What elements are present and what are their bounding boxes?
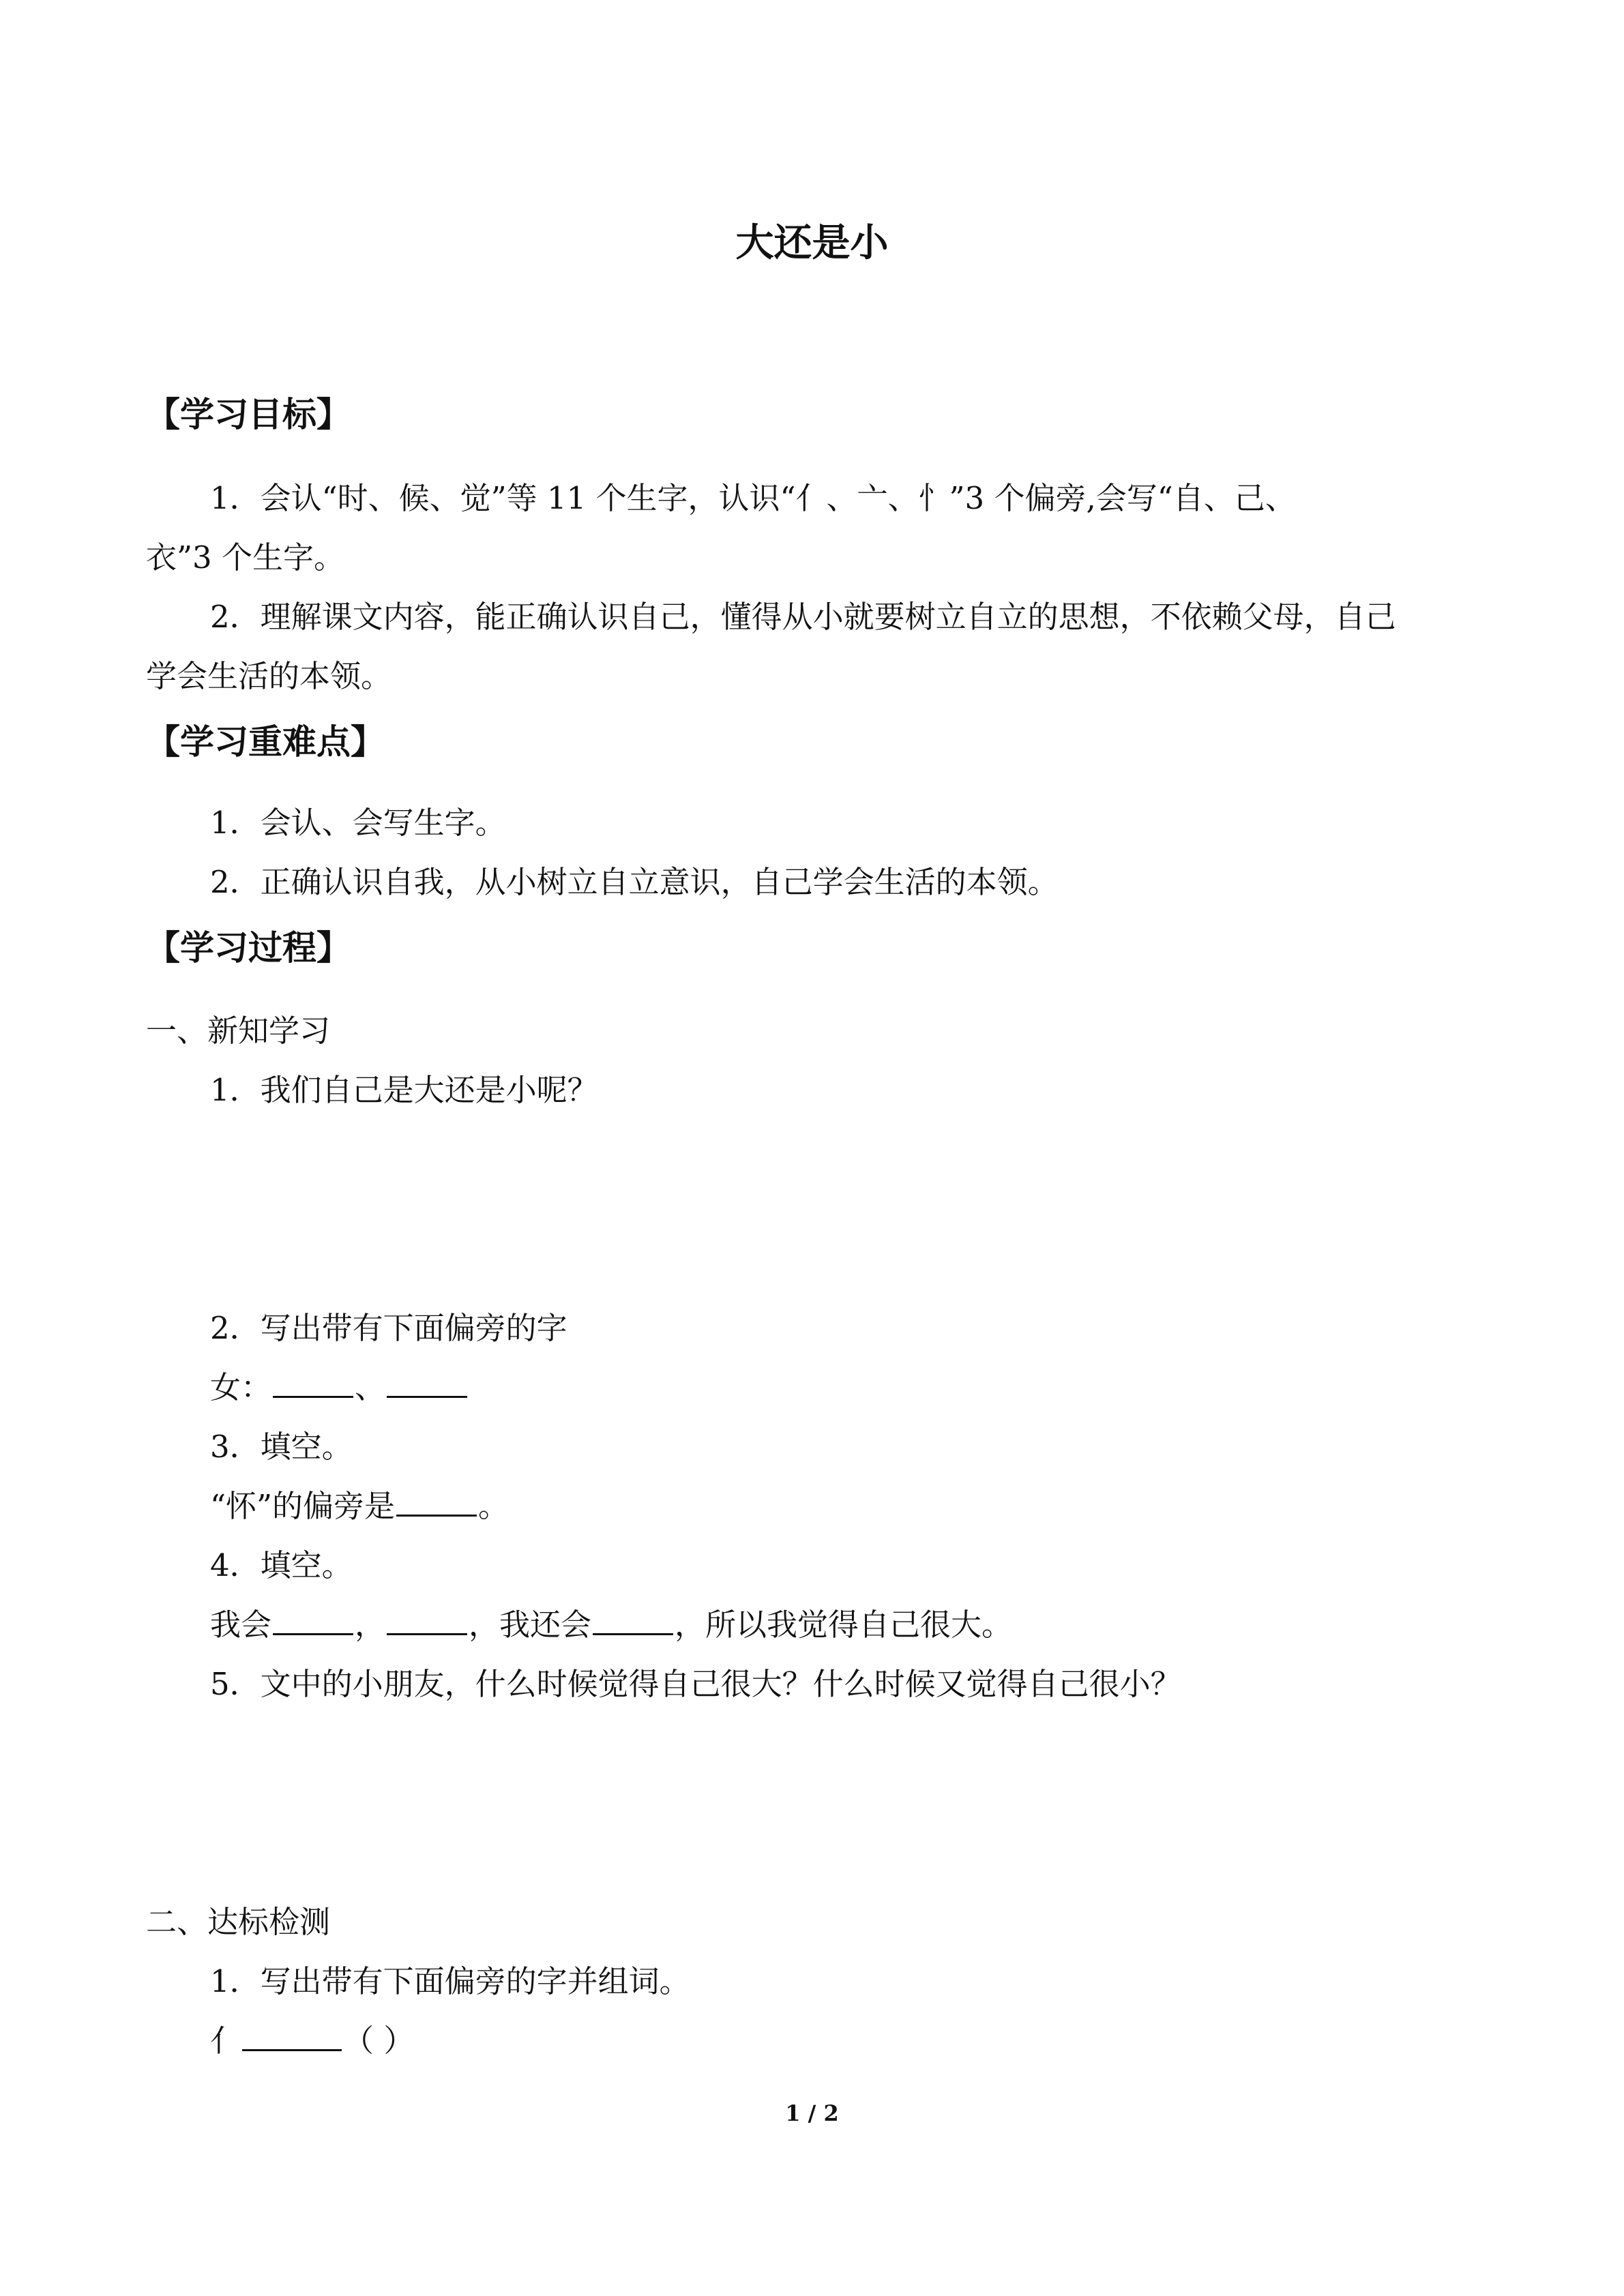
question-5: 5．文中的小朋友，什么时候觉得自己很大？什么时候又觉得自己很小？ [210, 1666, 1181, 1702]
q3-suffix: 。 [478, 1488, 510, 1524]
objective-1-line-1: 1．会认“时、候、觉”等 11 个生字，认识“亻、亠、忄”3 个偏旁,会写“自、己、 [210, 480, 1296, 516]
q4-text-d: ，所以我觉得自己很大。 [675, 1607, 1013, 1643]
question-2: 2．写出带有下面偏旁的字 [210, 1310, 567, 1346]
question-3: 3．填空。 [210, 1429, 353, 1465]
q2-separator: 、 [355, 1369, 386, 1405]
question-1: 1．我们自己是大还是小呢？ [210, 1072, 598, 1108]
answer-blank[interactable] [273, 1367, 353, 1398]
part-1-title: 一、新知学习 [146, 1013, 331, 1049]
radical: 亻 [210, 2023, 241, 2059]
test-1: 1．写出带有下面偏旁的字并组词。 [210, 1963, 690, 1999]
question-2-answer-line [210, 1362, 469, 1407]
objective-2-line-1: 2．理解课文内容，能正确认识自己，懂得从小就要树立自立的思想，不依赖父母，自己 [210, 599, 1396, 635]
word-paren: （ ） [343, 2023, 415, 2059]
answer-blank[interactable] [387, 1367, 467, 1398]
q3-prefix: “怀”的偏旁是 [210, 1488, 396, 1524]
part-2-title: 二、达标检测 [146, 1904, 331, 1940]
heading-key-points: 【学习重难点】 [146, 721, 385, 762]
answer-blank[interactable] [396, 1486, 477, 1517]
q4-text-c: ，我还会 [469, 1607, 592, 1643]
answer-blank[interactable] [242, 2021, 342, 2051]
key-point-1: 1．会认、会写生字。 [210, 805, 506, 841]
heading-process: 【学习过程】 [146, 927, 351, 968]
objective-2-line-2: 学会生活的本领。 [146, 658, 392, 694]
answer-blank[interactable] [593, 1605, 673, 1635]
answer-blank[interactable] [273, 1605, 353, 1635]
test-1-answer-line [210, 2016, 414, 2060]
page-title: 大还是小 [735, 220, 889, 265]
key-point-2: 2．正确认识自我，从小树立自立意识，自己学会生活的本领。 [210, 864, 1059, 900]
answer-blank[interactable] [387, 1605, 467, 1635]
objective-1-line-2: 衣”3 个生字。 [146, 539, 344, 576]
page-number: 1 / 2 [785, 2100, 839, 2126]
q4-text-b: ， [355, 1607, 386, 1643]
q4-text-a: 我会 [210, 1607, 272, 1643]
question-4-answer-line [210, 1600, 1012, 1644]
question-4: 4．填空。 [210, 1547, 353, 1583]
q2-prefix: 女： [210, 1369, 272, 1405]
heading-objectives: 【学习目标】 [146, 394, 351, 434]
question-3-answer-line [210, 1481, 509, 1525]
